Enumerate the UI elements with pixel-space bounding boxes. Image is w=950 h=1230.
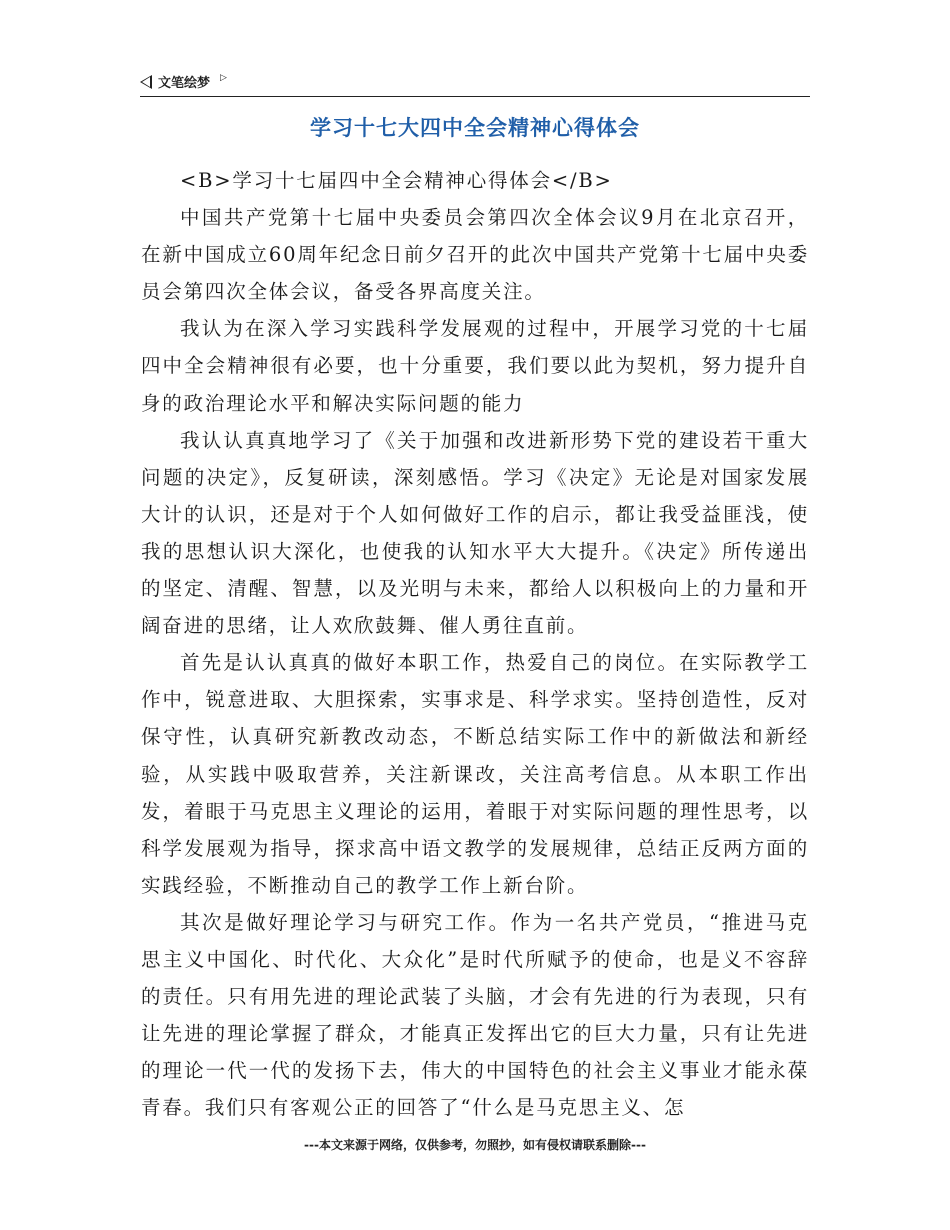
triangle-right-icon: ▷ bbox=[220, 73, 227, 83]
paragraph: 其次是做好理论学习与研究工作。作为一名共产党员，“推进马克思主义中国化、时代化、大众化”是时代所赋予的使命，也是义不容辞的责任。只有用先进的理论武装了头脑，才会有先进的行为表现，只有让先进的理论掌握了群众，才能真正发挥出它的巨大力量，只有让先进的理论一代一代的发扬下去，伟大的中国特色的社会主义事业才能永葆青春。我们只有客观公正的回答了“什么是马克思主义、怎 bbox=[141, 910, 809, 1120]
paragraph: 我认为在深入学习实践科学发展观的过程中，开展学习党的十七届四中全会精神很有必要，也十分重要，我们要以此为契机，努力提升自身的政治理论水平和解决实际问题的能力 bbox=[141, 317, 809, 415]
paragraph: 我认认真真地学习了《关于加强和改进新形势下党的建设若干重大问题的决定》，反复研读，深刻感悟。学习《决定》无论是对国家发展大计的认识，还是对于个人如何做好工作的启示，都让我受益匪浅，使我的思想认识大深化，也使我的认知水平大大提升。《决定》所传递出的坚定、清醒、智慧，以及光明与未来，都给人以积极向上的力量和开阔奋进的思绪，让人欢欣鼓舞、催人勇往直前。 bbox=[141, 428, 809, 638]
paragraph: 首先是认认真真的做好本职工作，热爱自己的岗位。在实际教学工作中，锐意进取、大胆探索，实事求是、科学求实。坚持创造性，反对保守性，认真研究新教改动态，不断总结实际工作中的新做法和新经验，从实践中吸取营养，关注新课改，关注高考信息。从本职工作出发，着眼于马克思主义理论的运用，着眼于对实际问题的理性思考，以科学发展观为指导，探求高中语文教学的发展规律，总结正反两方面的实践经验，不断推动自己的教学工作上新台阶。 bbox=[141, 651, 809, 897]
brand-name: 文笔绘梦 bbox=[158, 76, 211, 91]
triangle-left-icon bbox=[140, 75, 152, 89]
document-title: 学习十七大四中全会精神心得体会 bbox=[310, 116, 640, 140]
document-body bbox=[141, 162, 809, 1126]
brand bbox=[140, 72, 227, 91]
paragraph: 中国共产党第十七届中央委员会第四次全体会议9月在北京召开，在新中国成立60周年纪念日前夕召开的此次中国共产党第十七届中央委员会第四次全体会议，备受各界高度关注。 bbox=[141, 206, 809, 304]
paragraph: <B>学习十七届四中全会精神心得体会</B> bbox=[180, 169, 613, 192]
page-header bbox=[140, 70, 810, 97]
footer-notice: ---本文来源于网络，仅供参考，勿照抄，如有侵权请联系删除--- bbox=[304, 1138, 646, 1152]
